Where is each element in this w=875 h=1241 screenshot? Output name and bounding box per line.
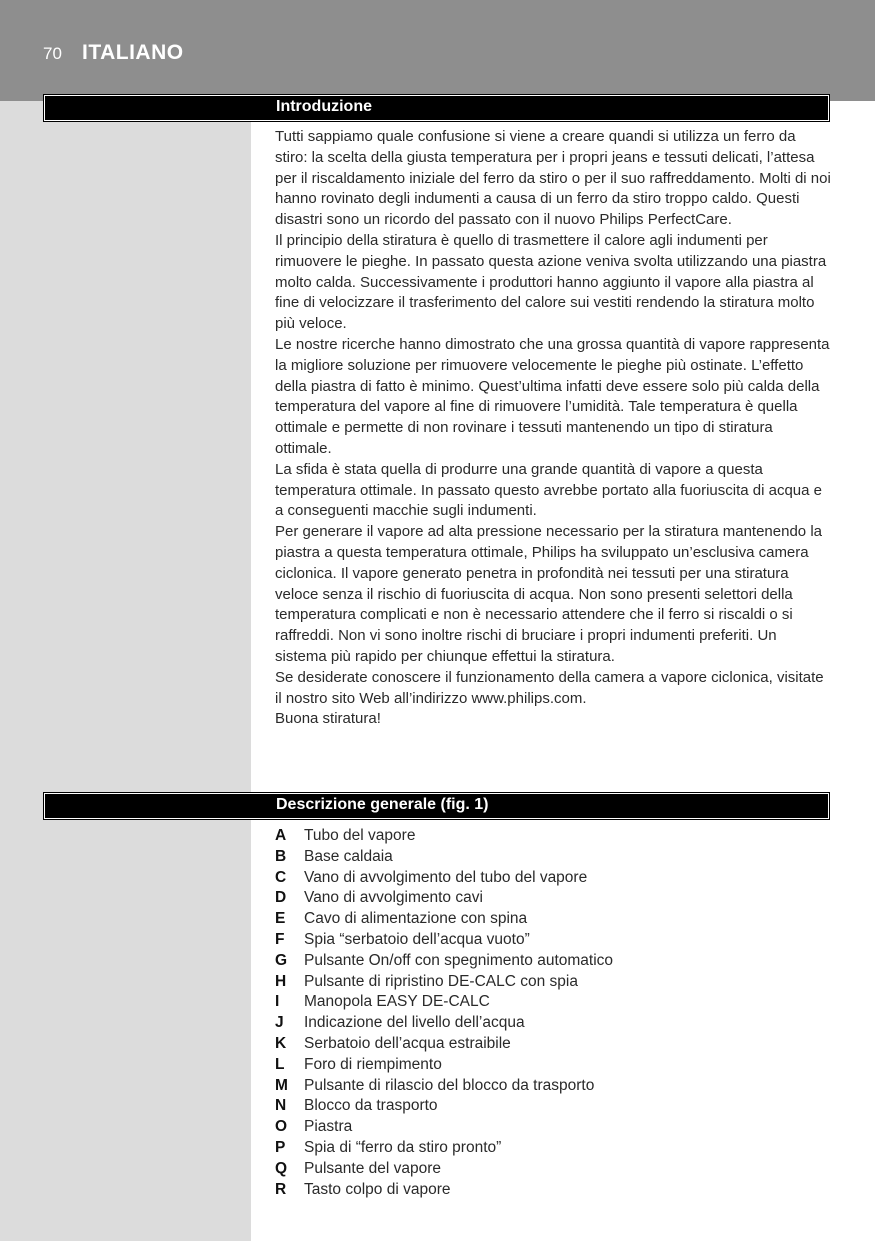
part-letter: I: [275, 993, 280, 1011]
part-label: Indicazione del livello dell’acqua: [304, 1014, 525, 1032]
paragraph: Per generare il vapore ad alta pressione necessario per la stiratura mantenendo la piastra a questa temperatura ottimale, Philips ha sviluppato un’esclusiva camera ciclonica. Il vapore generato penetra in profondità nei tessuti per una stiratura veloce senza il rischio di fuoriuscita di acqua. Non sono presenti selettori della temperatura complicati e non è necessario attendere che il ferro si riscaldi o si raffreddi. Non vi sono inoltre rischi di bruciare i propri indumenti preferiti. Un sistema più rapido per chiunque effettui la stiratura.: [275, 523, 822, 665]
part-label: Manopola EASY DE-CALC: [304, 993, 490, 1011]
paragraph: Tutti sappiamo quale confusione si viene a creare quandi si utilizza un ferro da stiro: la scelta della giusta temperatura per i propri jeans e tessuti delicati, l’attesa per il riscaldamento iniziale del ferro da stiro o per il suo raffreddamento. Molti di noi hanno rovinato degli indumenti a causa di un ferro da stiro troppo caldo. Questi disastri sono un ricordo del passato con il nuovo Philips PerfectCare.: [275, 128, 831, 229]
part-label: Spia “serbatoio dell’acqua vuoto”: [304, 930, 530, 948]
intro-text: [275, 127, 831, 730]
section-header-descrizione: [43, 792, 830, 820]
list-item: [275, 826, 831, 847]
part-letter: L: [275, 1055, 285, 1073]
list-item: [275, 972, 831, 993]
part-label: Pulsante del vapore: [304, 1159, 442, 1177]
part-letter: R: [275, 1180, 287, 1198]
section-title: Descrizione generale (fig. 1): [276, 796, 489, 813]
part-label: Foro di riempimento: [304, 1055, 442, 1073]
part-label: Vano di avvolgimento cavi: [304, 889, 483, 907]
part-label: Pulsante di ripristino DE-CALC con spia: [304, 972, 578, 990]
part-label: Pulsante On/off con spegnimento automatico: [304, 951, 614, 969]
part-letter: N: [275, 1097, 287, 1115]
parts-list: [275, 826, 831, 1200]
part-label: Blocco da trasporto: [304, 1097, 438, 1115]
part-letter: B: [275, 847, 287, 865]
page-number: 70: [43, 44, 62, 63]
paragraph: Il principio della stiratura è quello di trasmettere il calore agli indumenti per rimuovere le pieghe. In passato questa azione veniva svolta utilizzando una piastra molto calda. Successivamente i produttori hanno aggiunto il vapore alla piastra al fine di velocizzare il trasferimento del calore sui vestiti rendendo la stiratura molto più veloce.: [275, 231, 827, 333]
part-letter: C: [275, 868, 287, 886]
paragraph: La sfida è stata quella di produrre una grande quantità di vapore a questa temperatura ottimale. In passato questo avrebbe portato alla fuoriuscita di acqua e a conseguenti macchie sugli indumenti.: [275, 460, 822, 520]
list-item: [275, 1055, 831, 1076]
list-item: [275, 1159, 831, 1180]
list-item: [275, 1138, 831, 1159]
left-margin-column: [0, 101, 251, 1241]
part-label: Tasto colpo di vapore: [304, 1180, 451, 1198]
part-letter: O: [275, 1118, 288, 1136]
part-letter: J: [275, 1014, 284, 1032]
page-header-band: [0, 0, 875, 101]
part-letter: K: [275, 1034, 287, 1052]
list-item: [275, 951, 831, 972]
list-item: [275, 868, 831, 889]
language-heading: ITALIANO: [82, 41, 184, 64]
list-item: [275, 1034, 831, 1055]
list-item: [275, 847, 831, 868]
paragraph: Le nostre ricerche hanno dimostrato che una grossa quantità di vapore rappresenta la migliore soluzione per rimuovere velocemente le pieghe più ostinate. L’effetto della piastra di fatto è minimo. Quest’ultima infatti deve essere solo più calda della temperatura del vapore al fine di rimuovere l’umidità. Tale temperatura è quella ottimale e permette di non rovinare i tessuti mantenendo un tipo di stiratura ottimale.: [275, 335, 830, 457]
part-label: Cavo di alimentazione con spina: [304, 910, 528, 928]
part-label: Tubo del vapore: [304, 827, 416, 844]
list-item: [275, 888, 831, 909]
part-label: Serbatoio dell’acqua estraibile: [304, 1034, 511, 1052]
list-item: [275, 1013, 831, 1034]
part-label: Spia di “ferro da stiro pronto”: [304, 1138, 502, 1156]
part-letter: D: [275, 889, 287, 907]
part-letter: G: [275, 951, 288, 969]
list-item: [275, 1076, 831, 1097]
list-item: [275, 1096, 831, 1117]
list-item: [275, 930, 831, 951]
list-item: [275, 1117, 831, 1138]
paragraph: Buona stiratura!: [275, 710, 381, 728]
list-item: [275, 909, 831, 930]
part-letter: A: [275, 827, 287, 844]
part-label: Vano di avvolgimento del tubo del vapore: [304, 868, 588, 886]
section-title: Introduzione: [276, 98, 372, 115]
part-letter: Q: [275, 1159, 288, 1177]
part-letter: E: [275, 910, 286, 928]
section-header-introduzione: [43, 94, 830, 122]
part-letter: M: [275, 1076, 288, 1094]
part-letter: F: [275, 930, 285, 948]
list-item: [275, 992, 831, 1013]
part-letter: H: [275, 972, 287, 990]
part-label: Piastra: [304, 1118, 353, 1136]
part-letter: P: [275, 1138, 286, 1156]
part-label: Base caldaia: [304, 847, 393, 865]
list-item: [275, 1180, 831, 1201]
paragraph: Se desiderate conoscere il funzionamento della camera a vapore ciclonica, visitate il nostro sito Web all’indirizzo www.philips.com.: [275, 668, 824, 707]
part-label: Pulsante di rilascio del blocco da trasporto: [304, 1076, 595, 1094]
